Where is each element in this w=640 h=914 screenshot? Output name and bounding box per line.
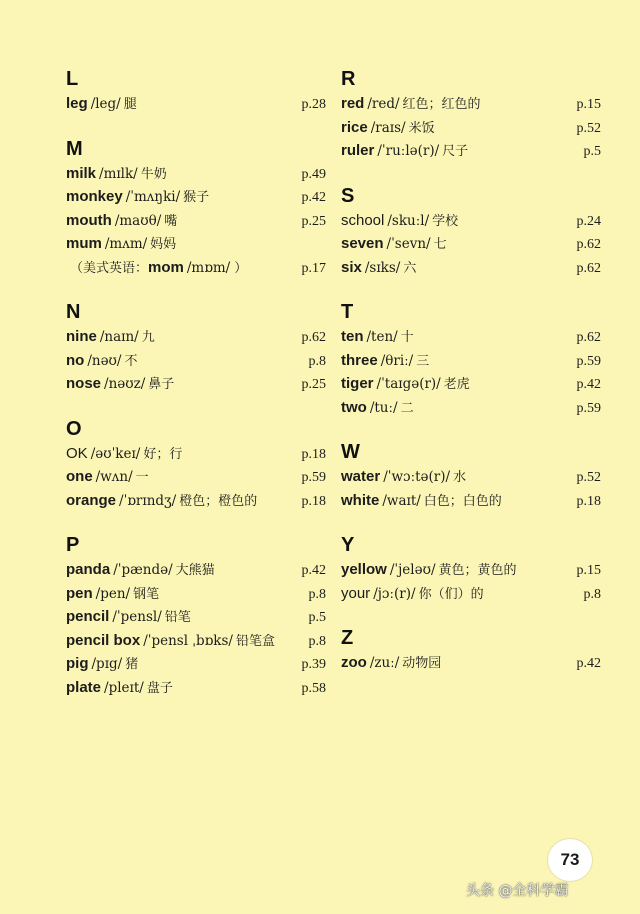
entry-phonetic: /jɔː(r)/	[373, 585, 416, 602]
entry-meaning: 嘴	[164, 213, 178, 229]
entry-phonetic: /skuːl/	[387, 212, 430, 229]
entry-word: three	[341, 351, 378, 369]
section-letter: O	[66, 417, 82, 440]
entry-text	[341, 489, 502, 514]
entry-meaning: 鼻子	[148, 377, 175, 392]
entry-page-ref: p.49	[301, 166, 326, 182]
vocab-entry	[66, 465, 326, 489]
section-letter: P	[66, 534, 80, 556]
entry-page-ref: p.62	[576, 330, 601, 345]
section-letter: T	[341, 301, 354, 323]
entry-word: two	[341, 398, 367, 416]
entry-page-ref: p.62	[301, 330, 326, 345]
entry-page-ref: p.52	[576, 470, 601, 485]
entry-word: leg	[66, 95, 88, 112]
entry-phonetic: /ˈsevn/	[386, 236, 431, 252]
entry-phonetic: /ˈpændə/	[113, 562, 173, 578]
entry-meaning: 二	[400, 400, 414, 416]
entry-meaning: 腿	[123, 97, 137, 112]
entry-word: seven	[341, 235, 384, 252]
entry-text	[341, 465, 466, 490]
section-letter: M	[66, 137, 83, 160]
left-column	[66, 66, 326, 719]
entry-meaning: 妈妈	[150, 237, 177, 252]
entry-phonetic: /pleɪt/	[104, 679, 144, 696]
entry-text	[341, 325, 414, 350]
vocab-entry	[66, 605, 326, 629]
letter-section	[341, 439, 601, 512]
entry-text	[341, 256, 416, 281]
letter-section	[341, 532, 601, 605]
entry-page-ref: p.17	[301, 260, 326, 276]
vocab-entry	[66, 676, 326, 700]
entry-meaning: 铅笔盒	[235, 633, 275, 649]
entry-phonetic: /wʌn/	[95, 469, 133, 485]
page-number-badge	[547, 838, 593, 882]
entry-phonetic: /ˈwɔːtə(r)/	[383, 469, 451, 485]
entry-word: red	[341, 95, 365, 112]
vocab-entry	[66, 162, 326, 186]
entry-meaning: 米饭	[408, 120, 435, 136]
vocab-entry	[341, 349, 601, 373]
entry-phonetic: /tuː/	[369, 399, 398, 416]
vocab-entry	[66, 442, 326, 466]
entry-page-ref: p.18	[576, 493, 601, 509]
entry-word: plate	[66, 678, 102, 696]
section-letter: W	[341, 441, 360, 463]
vocab-entry	[66, 629, 326, 653]
entry-page-ref: p.18	[301, 493, 326, 509]
section-letter: S	[341, 184, 355, 207]
section-letter: Y	[341, 534, 355, 556]
entry-word: panda	[66, 561, 111, 578]
entry-word: nose	[66, 375, 102, 392]
letter-section	[341, 66, 601, 163]
entry-phonetic: /ˈruːlə(r)/	[377, 143, 440, 159]
entry-phonetic: /zuː/	[369, 655, 400, 671]
entry-meaning: 红色；红色的	[402, 97, 481, 112]
entry-meaning: 三	[416, 353, 430, 369]
entry-text	[66, 652, 138, 677]
entry-meaning: 牛奶	[140, 166, 167, 182]
entry-page-ref: p.15	[576, 563, 601, 578]
entry-phonetic: /maʊθ/	[114, 212, 162, 229]
entry-word: ruler	[341, 142, 375, 159]
vocab-entry	[341, 372, 601, 396]
entry-meaning: 好；行	[143, 446, 183, 462]
entry-meaning: 六	[403, 260, 417, 276]
entry-word: pencil box	[66, 631, 141, 649]
entry-word: pencil	[66, 608, 110, 625]
entry-page-ref: p.8	[308, 353, 326, 369]
vocab-entry	[341, 558, 601, 582]
entry-phonetic: /pɪg/	[91, 656, 123, 672]
entry-word: rice	[341, 118, 368, 136]
entry-phonetic: /raɪs/	[370, 119, 406, 136]
entry-phonetic: /mɒm/	[186, 259, 231, 276]
entry-word: tiger	[341, 375, 374, 392]
entry-meaning: 白色；白色的	[423, 493, 502, 509]
entry-meaning: 动物园	[402, 656, 442, 671]
entry-word: your	[341, 584, 371, 602]
entry-meaning: 大熊猫	[175, 563, 215, 578]
entry-meaning: 你（们）的	[418, 586, 484, 602]
entry-text	[341, 139, 468, 164]
vocab-entry	[341, 139, 601, 163]
vocab-entry	[66, 232, 326, 256]
entry-page-ref: p.59	[576, 353, 601, 369]
entry-page-ref: p.25	[301, 213, 326, 229]
vocab-entry	[341, 465, 601, 489]
entry-meaning: 九	[141, 330, 155, 345]
entry-text	[341, 372, 470, 397]
entry-phonetic: /sɪks/	[364, 259, 401, 276]
entry-text	[66, 676, 173, 701]
entry-phonetic: /ten/	[366, 329, 398, 345]
entry-phonetic: /mɪlk/	[99, 165, 138, 182]
entry-phonetic: /ˈpensl ˌbɒks/	[143, 632, 233, 649]
letter-section	[66, 416, 326, 513]
entry-text	[66, 605, 191, 630]
entry-text	[341, 651, 441, 676]
entry-text	[66, 489, 257, 514]
entry-text	[66, 185, 209, 210]
entry-meaning: 老虎	[443, 377, 470, 392]
entry-word: pig	[66, 655, 89, 672]
entry-word: school	[341, 211, 385, 229]
vocab-entry	[341, 209, 601, 233]
vocab-entry	[66, 92, 326, 116]
entry-meaning: 七	[433, 237, 447, 252]
vocab-entry	[341, 396, 601, 420]
section-letter: L	[66, 68, 79, 90]
entry-page-ref: p.15	[576, 97, 601, 112]
vocab-entry	[341, 325, 601, 349]
vocab-entry	[341, 232, 601, 256]
vocab-entry	[341, 256, 601, 280]
letter-section	[66, 532, 326, 699]
entry-word: water	[341, 468, 381, 485]
entry-word: milk	[66, 164, 97, 182]
entry-text	[66, 582, 159, 607]
entry-word: one	[66, 468, 93, 485]
entry-text	[66, 442, 182, 467]
entry-phonetic: /naɪn/	[99, 329, 139, 345]
entry-page-ref: p.8	[308, 633, 326, 649]
entry-word: mouth	[66, 211, 112, 229]
section-letter: R	[341, 68, 356, 90]
entry-page-ref: p.59	[301, 470, 326, 485]
entry-meaning: 猴子	[183, 190, 210, 205]
entry-phonetic: /red/	[367, 96, 400, 112]
entry-text	[66, 349, 138, 374]
vocab-entry	[341, 489, 601, 513]
entry-meaning: 铅笔	[164, 610, 191, 625]
entry-phonetic: /nəʊz/	[104, 376, 146, 392]
entry-page-ref: p.42	[301, 190, 326, 205]
entry-page-ref: p.39	[301, 657, 326, 672]
entry-page-ref: p.42	[576, 377, 601, 392]
watermark: 头条 @全科学霸	[466, 883, 569, 899]
entry-page-ref: p.8	[583, 586, 601, 602]
entry-phonetic: /mʌm/	[104, 236, 148, 252]
note-suffix: ）	[234, 260, 248, 276]
entry-meaning: 不	[124, 353, 138, 369]
letter-section	[66, 66, 326, 116]
letter-section	[66, 136, 326, 280]
entry-phonetic: /nəʊ/	[87, 352, 122, 369]
entry-text	[341, 396, 414, 421]
entry-meaning: 钢笔	[133, 586, 160, 602]
entry-text	[66, 325, 155, 350]
entry-meaning: 尺子	[442, 144, 469, 159]
vocab-entry	[341, 582, 601, 606]
letter-section	[341, 183, 601, 280]
entry-text	[341, 582, 484, 607]
entry-text	[341, 558, 517, 583]
entry-phonetic: /ˈmʌŋki/	[125, 189, 181, 205]
entry-text	[341, 92, 481, 117]
entry-page-ref: p.8	[308, 586, 326, 602]
entry-page-ref: p.58	[301, 680, 326, 696]
entry-text	[341, 349, 429, 374]
entry-phonetic: /ˈɒrɪndʒ/	[119, 492, 177, 509]
section-letter: N	[66, 301, 81, 323]
entry-meaning: 橙色；橙色的	[179, 493, 258, 509]
entry-phonetic: /ˈtaɪgə(r)/	[376, 376, 441, 392]
entry-word: no	[66, 351, 85, 369]
entry-meaning: 黄色；黄色的	[438, 563, 517, 578]
vocab-entry	[66, 209, 326, 233]
right-column	[341, 66, 601, 695]
entry-word: monkey	[66, 188, 123, 205]
vocab-entry	[66, 372, 326, 396]
vocab-entry	[66, 256, 326, 280]
entry-word: white	[341, 491, 380, 509]
entry-word: ten	[341, 328, 364, 345]
entry-meaning: 一	[135, 470, 149, 485]
entry-text	[341, 209, 458, 234]
vocab-entry	[66, 349, 326, 373]
entry-text	[66, 256, 247, 281]
letter-section	[341, 625, 601, 675]
note-prefix: （美式英语：	[70, 260, 149, 276]
vocab-entry	[66, 185, 326, 209]
entry-page-ref: p.5	[583, 144, 601, 159]
section-letter: Z	[341, 627, 354, 649]
entry-page-ref: p.62	[576, 237, 601, 252]
entry-text	[66, 372, 174, 397]
vocab-entry	[66, 558, 326, 582]
vocab-entry	[66, 582, 326, 606]
entry-text	[66, 92, 137, 117]
entry-word: mum	[66, 235, 102, 252]
entry-word: yellow	[341, 561, 387, 578]
entry-meaning: 盘子	[146, 680, 173, 696]
entry-text	[66, 162, 167, 187]
page-number: 73	[560, 850, 580, 869]
entry-phonetic: /waɪt/	[382, 492, 421, 509]
entry-phonetic: /ˈpensl/	[112, 609, 162, 625]
entry-word: OK	[66, 444, 88, 462]
entry-word: nine	[66, 328, 97, 345]
entry-text	[66, 232, 176, 257]
entry-page-ref: p.18	[301, 446, 326, 462]
entry-page-ref: p.42	[301, 563, 326, 578]
entry-text	[341, 232, 447, 257]
entry-page-ref: p.59	[576, 400, 601, 416]
entry-page-ref: p.52	[576, 120, 601, 136]
entry-meaning: 水	[453, 470, 467, 485]
entry-word: six	[341, 258, 362, 276]
vocab-entry	[66, 489, 326, 513]
entry-word: orange	[66, 491, 117, 509]
vocab-entry	[341, 116, 601, 140]
entry-page-ref: p.24	[576, 213, 601, 229]
vocab-entry	[66, 325, 326, 349]
entry-word: mom	[148, 258, 184, 276]
entry-page-ref: p.42	[576, 656, 601, 671]
letter-section	[341, 299, 601, 419]
entry-word: zoo	[341, 654, 367, 671]
entry-text	[66, 209, 177, 234]
entry-meaning: 十	[400, 330, 414, 345]
entry-text	[66, 465, 149, 490]
entry-page-ref: p.25	[301, 377, 326, 392]
entry-phonetic: /əʊˈkeɪ/	[90, 445, 141, 462]
entry-phonetic: /θriː/	[380, 352, 414, 369]
entry-phonetic: /pen/	[95, 585, 131, 602]
vocab-entry	[341, 651, 601, 675]
entry-phonetic: /leg/	[90, 96, 121, 112]
entry-meaning: 猪	[125, 657, 139, 672]
entry-text	[66, 558, 215, 583]
entry-page-ref: p.5	[308, 610, 326, 625]
entry-word: pen	[66, 584, 93, 602]
entry-meaning: 学校	[432, 213, 459, 229]
letter-section	[66, 299, 326, 396]
entry-page-ref: p.28	[301, 97, 326, 112]
entry-text	[341, 116, 435, 141]
entry-text	[66, 629, 275, 654]
entry-phonetic: /ˈjeləʊ/	[389, 562, 436, 578]
vocab-entry	[341, 92, 601, 116]
entry-page-ref: p.62	[576, 260, 601, 276]
vocab-entry	[66, 652, 326, 676]
